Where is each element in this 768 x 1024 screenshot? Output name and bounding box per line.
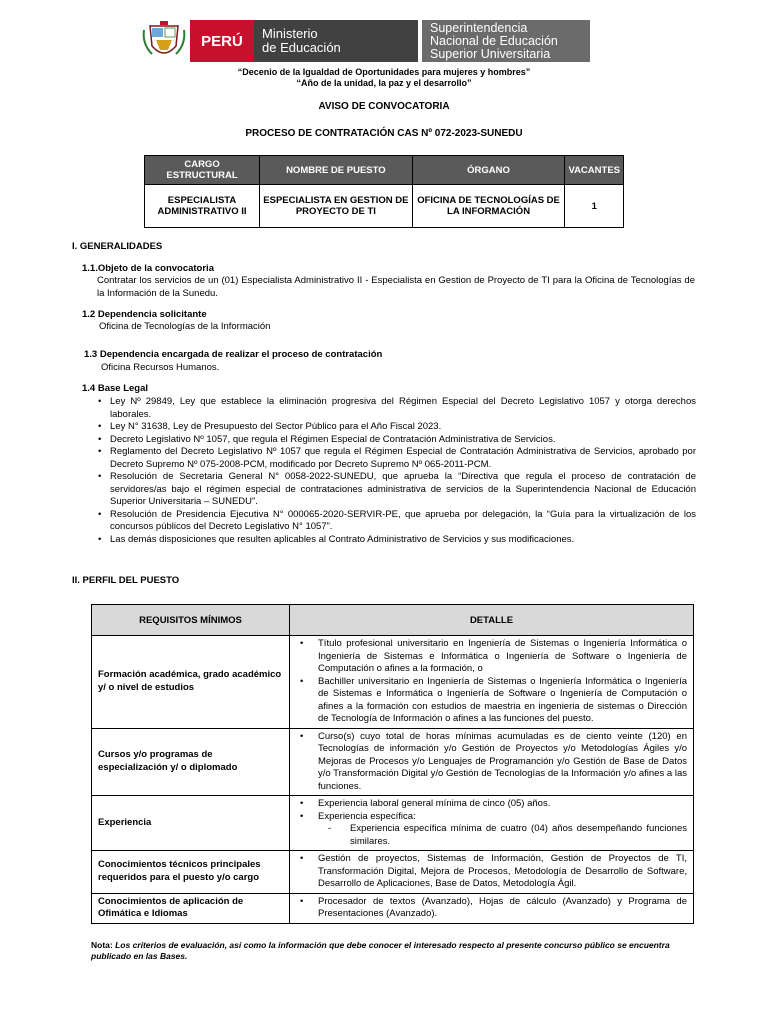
vacancy-table [144,155,624,228]
dependencia-encargada-text: Oficina Recursos Humanos. [101,362,220,373]
list-item: • Reglamento del Decreto Legislativo Nº 1057 que regula el Régimen Especial de Contratación Administrativa de Servicios, aprobado por Decreto Supremo Nº 075-2008-PCM, modificado por Decreto Supremo Nº 065-2011-PCM. [96,446,696,471]
list-item: • Título profesional universitario en Ingeniería de Sistemas o Ingeniería Informática o Ingeniería de Sistemas e Informática o Ingeniería de Software o Ingeniería de Computación o afines a la formación, o [294,638,687,676]
table-row [92,636,694,729]
dependencia-text: Oficina de Tecnologías de la Información [99,321,271,332]
list-item: • Bachiller universitario en Ingeniería de Sistemas o Ingeniería Informática o Ingeniería de Sistemas e Informática o Ingeniería de Software o Ingeniería de Computación o afines a la formación con estudios de maestria en ingenieria de sistemas o Dirección de Tecnología de Información o afines a las funciones del puesto. [294,676,687,726]
subsection-objeto: 1.1.Objeto de la convocatoria [82,263,214,274]
table-row [145,185,624,228]
list-item: • Curso(s) cuyo total de horas mínimas acumuladas es de ciento veinte (120) en Tecnologías de información y/o Gestión de Proyectos y/o Metodologías Ágiles y/o Mejoras de Procesos y/o Lenguajes de Programanción y/o Gestión de Base de Datos y/o Transformación Digital y/o Gestión de Tecnologías de la Información y/o afines a las funciones. [294,731,687,794]
req-ofimatica: Conocimientos de aplicación de Ofimática e Idiomas [92,893,290,923]
list-item: • Gestión de proyectos, Sistemas de Información, Gestión de Proyectos de TI, Transformación Digital, Mejora de Procesos, Metodología de Desarrollo de Software, Desarrollo de Aplicaciones, Base de Datos, Metodología Ágil. [294,853,687,891]
detail-experiencia [290,796,694,851]
list-item: • Las demás disposiciones que resulten aplicables al Contrato Administrativo de Servicios y sus modificaciones. [96,534,696,547]
footnote-label: Nota: [91,940,113,950]
table-row [92,893,694,923]
detail-cursos [290,728,694,796]
perfil-table [91,604,694,924]
col-cargo: CARGO ESTRUCTURAL [145,156,260,185]
cell-cargo: ESPECIALISTA ADMINISTRATIVO II [145,185,260,228]
ministerio-line-1: Ministerio [262,26,318,41]
ministerio-logo-block [254,20,418,62]
decenio-motto: “Decenio de la Igualdad de Oportunidades para mujeres y hombres” [237,67,531,77]
detail-conocimientos-tecnicos [290,851,694,894]
sunedu-line-3: Superior Universitaria [430,46,551,61]
req-conocimientos-tecnicos: Conocimientos técnicos principales requeridos para el puesto y/o cargo [92,851,290,894]
table-row [92,851,694,894]
cell-nombre-puesto: ESPECIALISTA EN GESTION DE PROYECTO DE TI [260,185,413,228]
footnote [91,940,696,962]
objeto-text: Contratar los servicios de un (01) Especialista Administrativo II - Especialista en Gestion de Proyecto de TI para la Oficina de Tecnologías de la Información de la Sunedu. [97,275,695,299]
detail-ofimatica [290,893,694,923]
sunedu-logo-block [422,20,590,62]
page-title: AVISO DE CONVOCATORIA [318,101,450,112]
table-row [92,796,694,851]
section-heading-generalidades: I. GENERALIDADES [72,241,163,252]
list-item: • Experiencia específica: [294,811,687,824]
peru-label: PERÚ [201,32,243,50]
page-subtitle: PROCESO DE CONTRATACIÓN CAS Nº 072-2023-SUNEDU [245,128,523,139]
list-item: • Resolución de Secretaria General N° 0058-2022-SUNEDU, que aprueba la “Directiva que regula el proceso de contratación de servidores/as bajo el régimen especial de contrataciones administrativa de servicios de la Superintendencia Nacional de Educación Superior Universitaria – SUNEDU”. [96,471,696,509]
col-organo: ÓRGANO [412,156,565,185]
footnote-text: Los criterios de evaluación, así como la información que debe conocer el interesado respecto al presente concurso público se encuentra publicado en las Bases. [91,940,670,961]
list-item: • Experiencia laboral general mínima de cinco (05) años. [294,798,687,811]
anio-motto: “Año de la unidad, la paz y el desarrollo” [296,78,472,88]
subsection-dependencia-encargada: 1.3 Dependencia encargada de realizar el proceso de contratación [84,349,383,360]
table-row [92,728,694,796]
list-item: - Experiencia específica mínima de cuatro (04) años desempeñando funciones similares. [294,823,687,848]
req-cursos: Cursos y/o programas de especialización y/ o diplomado [92,728,290,796]
subsection-dependencia: 1.2 Dependencia solicitante [82,309,207,320]
base-legal-list [96,396,696,546]
sunedu-line-1: Superintendencia [430,20,528,35]
col-nombre-puesto: NOMBRE DE PUESTO [260,156,413,185]
peru-logo-block [190,20,254,62]
req-formacion: Formación académica, grado académico y/ o nivel de estudios [92,636,290,729]
ministerio-line-2: de Educación [262,40,341,55]
list-item: • Resolución de Presidencia Ejecutiva N° 000065-2020-SERVIR-PE, que aprueba por delegación, la “Guía para la virtualización de los concursos públicos del Decreto Legislativo N° 1057”. [96,509,696,534]
list-item: • Decreto Legislativo Nº 1057, que regula el Régimen Especial de Contratación Administrativa de Servicios. [96,434,696,447]
list-item: • Ley Nº 29849, Ley que establece la eliminación progresiva del Régimen Especial del Decreto Legislativo 1057 y otorga derechos laborales. [96,396,696,421]
col-detalle: DETALLE [290,605,694,636]
peru-coat-of-arms-emblem [140,20,188,64]
sunedu-line-2: Nacional de Educación [430,33,558,48]
list-item: • Ley N° 31638, Ley de Presupuesto del Sector Público para el Año Fiscal 2023. [96,421,696,434]
col-requisitos: REQUISITOS MÍNIMOS [92,605,290,636]
perfil-table-header [92,605,694,636]
section-heading-perfil: II. PERFIL DEL PUESTO [72,575,180,586]
list-item: • Procesador de textos (Avanzado), Hojas de cálculo (Avanzado) y Programa de Presentaciones (Avanzado). [294,896,687,921]
detail-formacion [290,636,694,729]
subsection-base-legal: 1.4 Base Legal [82,383,149,394]
cell-organo: OFICINA DE TECNOLOGÍAS DE LA INFORMACIÓN [412,185,565,228]
req-experiencia: Experiencia [92,796,290,851]
vacancy-table-header [145,156,624,185]
col-vacantes: VACANTES [565,156,624,185]
cell-vacantes: 1 [565,185,624,228]
